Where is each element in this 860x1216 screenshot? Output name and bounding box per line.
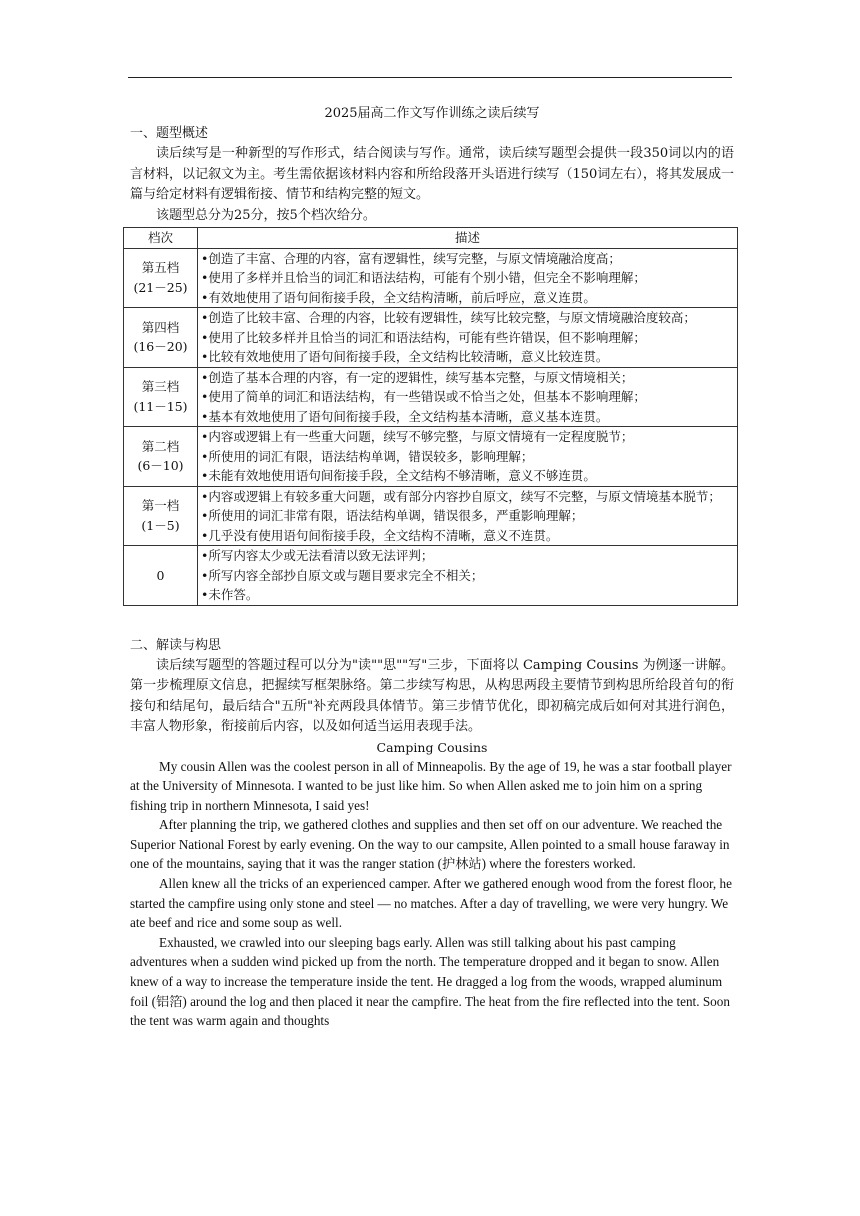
document-body bbox=[130, 104, 734, 1031]
level-range: (16－20) bbox=[133, 339, 188, 355]
level-name: 第二档 bbox=[141, 438, 180, 454]
header-description: 描述 bbox=[198, 228, 738, 249]
level-cell bbox=[124, 248, 198, 308]
grading-table bbox=[123, 227, 738, 606]
description-cell bbox=[198, 427, 738, 487]
criterion: •未作答。 bbox=[201, 587, 259, 602]
table-row bbox=[124, 546, 738, 606]
level-range: (1－5) bbox=[141, 517, 180, 533]
level-range: (11－15) bbox=[133, 398, 188, 414]
criterion: •使用了简单的词汇和语法结构，有一些错误或不恰当之处，但基本不影响理解； bbox=[201, 389, 646, 404]
table-row bbox=[124, 486, 738, 546]
description-cell bbox=[198, 546, 738, 606]
criterion: •所使用的词汇有限，语法结构单调，错误较多，影响理解； bbox=[201, 448, 534, 464]
header-rule bbox=[128, 77, 732, 78]
description-cell bbox=[198, 248, 738, 308]
document-title: 2025届高二作文写作训练之读后续写 bbox=[324, 106, 540, 121]
level-name: 第四档 bbox=[141, 319, 180, 335]
criterion: •比较有效地使用了语句间衔接手段，全文结构比较清晰，意义比较连贯。 bbox=[201, 349, 609, 364]
criterion: •内容或逻辑上有一些重大问题，续写不够完整，与原文情境有一定程度脱节； bbox=[201, 429, 634, 444]
level-name: 第一档 bbox=[141, 498, 180, 514]
section-spacer bbox=[130, 606, 734, 636]
level-name: 0 bbox=[156, 567, 165, 583]
criterion: •基本有效地使用了语句间衔接手段，全文结构基本清晰，意义基本连贯。 bbox=[201, 408, 609, 424]
criterion: •几乎没有使用语句间衔接手段，全文结构不清晰，意义不连贯。 bbox=[201, 527, 559, 543]
criterion: •所写内容太少或无法看清以致无法评判； bbox=[201, 548, 434, 563]
level-range: (6－10) bbox=[137, 458, 184, 474]
criterion: •使用了多样并且恰当的词汇和语法结构，可能有个别小错，但完全不影响理解； bbox=[201, 270, 646, 285]
criterion: •所写内容全部抄自原文或与题目要求完全不相关； bbox=[201, 567, 484, 583]
level-cell bbox=[124, 427, 198, 487]
section-heading-analysis: 二、解读与构思 bbox=[130, 637, 222, 653]
level-cell bbox=[124, 486, 198, 546]
criterion: •所使用的词汇非常有限，语法结构单调，错误很多，严重影响理解； bbox=[201, 508, 584, 523]
story-title: Camping Cousins bbox=[376, 739, 488, 755]
description-cell bbox=[198, 308, 738, 368]
criterion: •使用了比较多样并且恰当的词汇和语法结构，可能有些许错误，但不影响理解； bbox=[201, 329, 646, 345]
criterion: •创造了比较丰富、合理的内容，比较有逻辑性，续写比较完整，与原文情境融洽度较高； bbox=[201, 310, 696, 325]
story-paragraph: Allen knew all the tricks of an experienced camper. After we gathered enough wood from the forest floor, he started the campfire using only stone and steel — no matches. After a day of travelling, we were very hungry. We ate beef and rice and some soup as well. bbox=[130, 876, 732, 931]
level-cell bbox=[124, 546, 198, 606]
table-row bbox=[124, 427, 738, 487]
scoring-note: 该题型总分为25分，按5个档次给分。 bbox=[156, 207, 376, 223]
story-paragraph: Exhausted, we crawled into our sleeping bags early. Allen was still talking about his past camping adventures when a sudden wind picked up from the north. The temperature dropped and it began to snow. Allen knew of a way to increase the temperature inside the tent. He dragged a log from the woods, wrapped aluminum foil (铝箔) around the log and then placed it near the campfire. The heat from the fire reflected into the tent. Soon the tent was warm again and thoughts bbox=[130, 934, 730, 1029]
section-heading-overview: 一、题型概述 bbox=[130, 126, 209, 141]
table-row bbox=[124, 248, 738, 308]
level-cell bbox=[124, 308, 198, 368]
criterion: •有效地使用了语句间衔接手段，全文结构清晰，前后呼应，意义连贯。 bbox=[201, 289, 596, 305]
table-header-row bbox=[124, 228, 738, 249]
level-name: 第五档 bbox=[141, 260, 180, 276]
level-name: 第三档 bbox=[141, 379, 180, 395]
criterion: •未能有效地使用语句间衔接手段，全文结构不够清晰，意义不够连贯。 bbox=[201, 468, 596, 483]
story-paragraph: After planning the trip, we gathered clothes and supplies and then set off on our adventure. We reached the Superior National Forest by early evening. On the way to our campsite, Allen pointed to a small house faraway in one of the mountains, saying that it was the ranger station (护林站) where the foresters worked. bbox=[130, 817, 730, 872]
story-paragraph: My cousin Allen was the coolest person in all of Minneapolis. By the age of 19, he was a star football player at the University of Minnesota. I wanted to be just like him. So when Allen asked me to join him on a spring fishing trip in northern Minnesota, I said yes! bbox=[130, 758, 732, 813]
overview-paragraph: 读后续写是一种新型的写作形式，结合阅读与写作。通常，读后续写题型会提供一段350词以内的语言材料，以记叙文为主。考生需依据该材料内容和所给段落开头语进行续写（150词左右），将其发展成一篇与给定材料有逻辑衔接、情节和结构完整的短文。 bbox=[130, 146, 734, 202]
description-cell bbox=[198, 367, 738, 427]
table-row bbox=[124, 367, 738, 427]
table-row bbox=[124, 308, 738, 368]
criterion: •创造了基本合理的内容，有一定的逻辑性，续写基本完整，与原文情境相关； bbox=[201, 369, 634, 385]
description-cell bbox=[198, 486, 738, 546]
criterion: •内容或逻辑上有较多重大问题，或有部分内容抄自原文，续写不完整，与原文情境基本脱节； bbox=[201, 488, 721, 504]
level-range: (21－25) bbox=[133, 279, 188, 295]
level-cell bbox=[124, 367, 198, 427]
header-level: 档次 bbox=[124, 228, 198, 249]
criterion: •创造了丰富、合理的内容，富有逻辑性，续写完整，与原文情境融洽度高； bbox=[201, 250, 621, 266]
analysis-paragraph: 读后续写题型的答题过程可以分为"读""思""写"三步，下面将以 Camping Cousins 为例逐一讲解。第一步梳理原文信息，把握续写框架脉络。第二步续写构思，从构思两段主要情节到构思所给段首句的衔接句和结尾句，最后结合"五所"补充两段具体情节。第三步情节优化，即初稿完成后如何对其进行润色，丰富人物形象，衔接前后内容，以及如何适当运用表现手法。 bbox=[130, 657, 734, 734]
